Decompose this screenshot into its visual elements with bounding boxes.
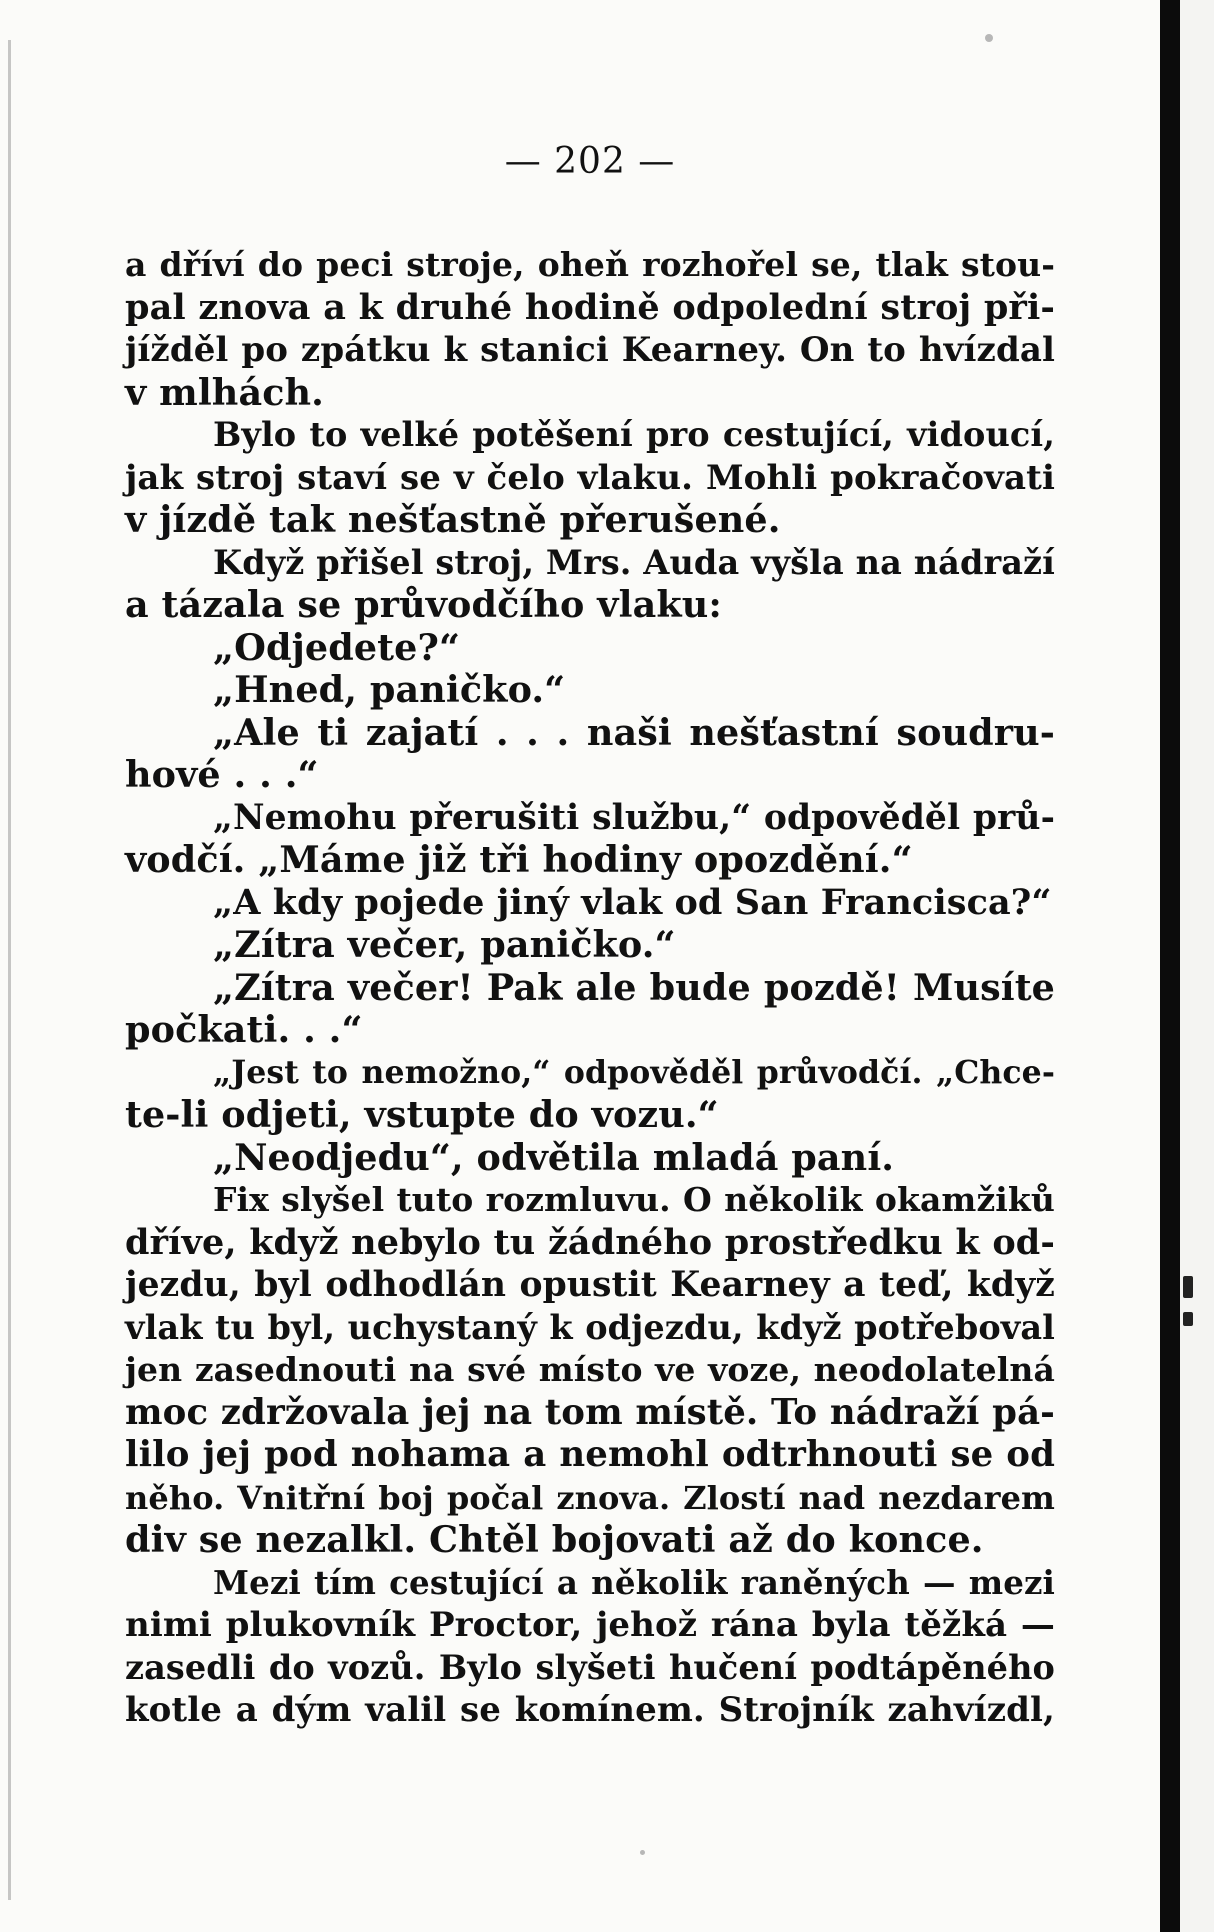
text-line: v jízdě tak nešťastně přerušené. <box>125 498 781 541</box>
text-line: nimi plukovník Proctor, jehož rána byla těžká — <box>125 1605 1055 1645</box>
text-line: jezdu, byl odhodlán opustit Kearney a teď, když <box>125 1265 1055 1305</box>
text-line: dříve, když nebylo tu žádného prostředku k od- <box>125 1221 1055 1263</box>
facing-page-edge <box>1180 0 1214 1932</box>
text-line: Bylo to velké potěšení pro cestující, vidoucí, <box>213 415 1055 454</box>
text-line: div se nezalkl. Chtěl bojovati až do konce. <box>125 1518 984 1561</box>
text-line: „Zítra večer, paničko.“ <box>213 923 676 966</box>
text-line: te-li odjeti, vstupte do vozu.“ <box>125 1093 719 1136</box>
text-line: Když přišel stroj, Mrs. Auda vyšla na nádraží <box>213 542 1055 582</box>
text-line: „Nemohu přerušiti službu,“ odpověděl prů- <box>213 797 1055 838</box>
text-line: vlak tu byl, uchystaný k odjezdu, když potřeboval <box>125 1307 1055 1347</box>
text-line: jížděl po zpátku k stanici Kearney. On to hvízdal <box>125 330 1055 370</box>
body-text <box>125 244 1055 1732</box>
text-line: „Zítra večer! Pak ale bude pozdě! Musíte <box>213 965 1055 1009</box>
text-line: a dříví do peci stroje, oheň rozhořel se, tlak stou- <box>125 245 1055 284</box>
text-line: pal znova a k druhé hodině odpolední stroj při- <box>125 286 1055 328</box>
text-line: něho. Vnitřní boj počal znova. Zlostí nad nezdarem <box>125 1478 1055 1517</box>
text-line: lilo jej pod nohama a nemohl odtrhnouti se od <box>125 1434 1055 1475</box>
facing-page-mark <box>1183 1276 1193 1298</box>
page-number: — 202 — <box>504 141 676 182</box>
text-line: jen zasednouti na své místo ve voze, neodolatelná <box>125 1350 1055 1389</box>
scan-gutter <box>1160 0 1180 1932</box>
text-line: počkati. . .“ <box>125 1008 363 1051</box>
text-line: kotle a dým valil se komínem. Strojník zahvízdl, <box>125 1690 1055 1730</box>
text-line: „Jest to nemožno,“ odpověděl průvodčí. „Chce- <box>213 1053 1055 1091</box>
text-line: a tázala se průvodčího vlaku: <box>125 583 722 626</box>
text-line: „Ale ti zajatí . . . naši nešťastní soudru- <box>213 710 1055 754</box>
text-line: „Neodjedu“, odvětila mladá paní. <box>213 1135 895 1179</box>
text-line: „A kdy pojede jiný vlak od San Francisca?“ <box>213 881 1052 923</box>
text-line: v mlhách. <box>125 370 324 414</box>
text-line: „Hned, paničko.“ <box>213 668 566 711</box>
paper-speck <box>640 1850 645 1855</box>
text-line: zasedli do vozů. Bylo slyšeti hučení podtápěného <box>125 1647 1055 1687</box>
text-line: Fix slyšel tuto rozmluvu. O několik okamžiků <box>213 1180 1055 1219</box>
text-line: moc zdržovala jej na tom místě. To nádraží pá- <box>125 1391 1055 1433</box>
text-line: „Odjedete?“ <box>213 625 461 669</box>
paper-speck <box>985 34 993 42</box>
text-line: vodčí. „Máme již tři hodiny opozdění.“ <box>125 838 913 881</box>
facing-page-mark <box>1183 1312 1193 1326</box>
page-left-edge <box>8 40 11 1900</box>
text-line: jak stroj staví se v čelo vlaku. Mohli pokračovati <box>125 457 1055 498</box>
text-line: Mezi tím cestující a několik raněných — mezi <box>213 1562 1055 1602</box>
text-line: hové . . .“ <box>125 753 319 796</box>
